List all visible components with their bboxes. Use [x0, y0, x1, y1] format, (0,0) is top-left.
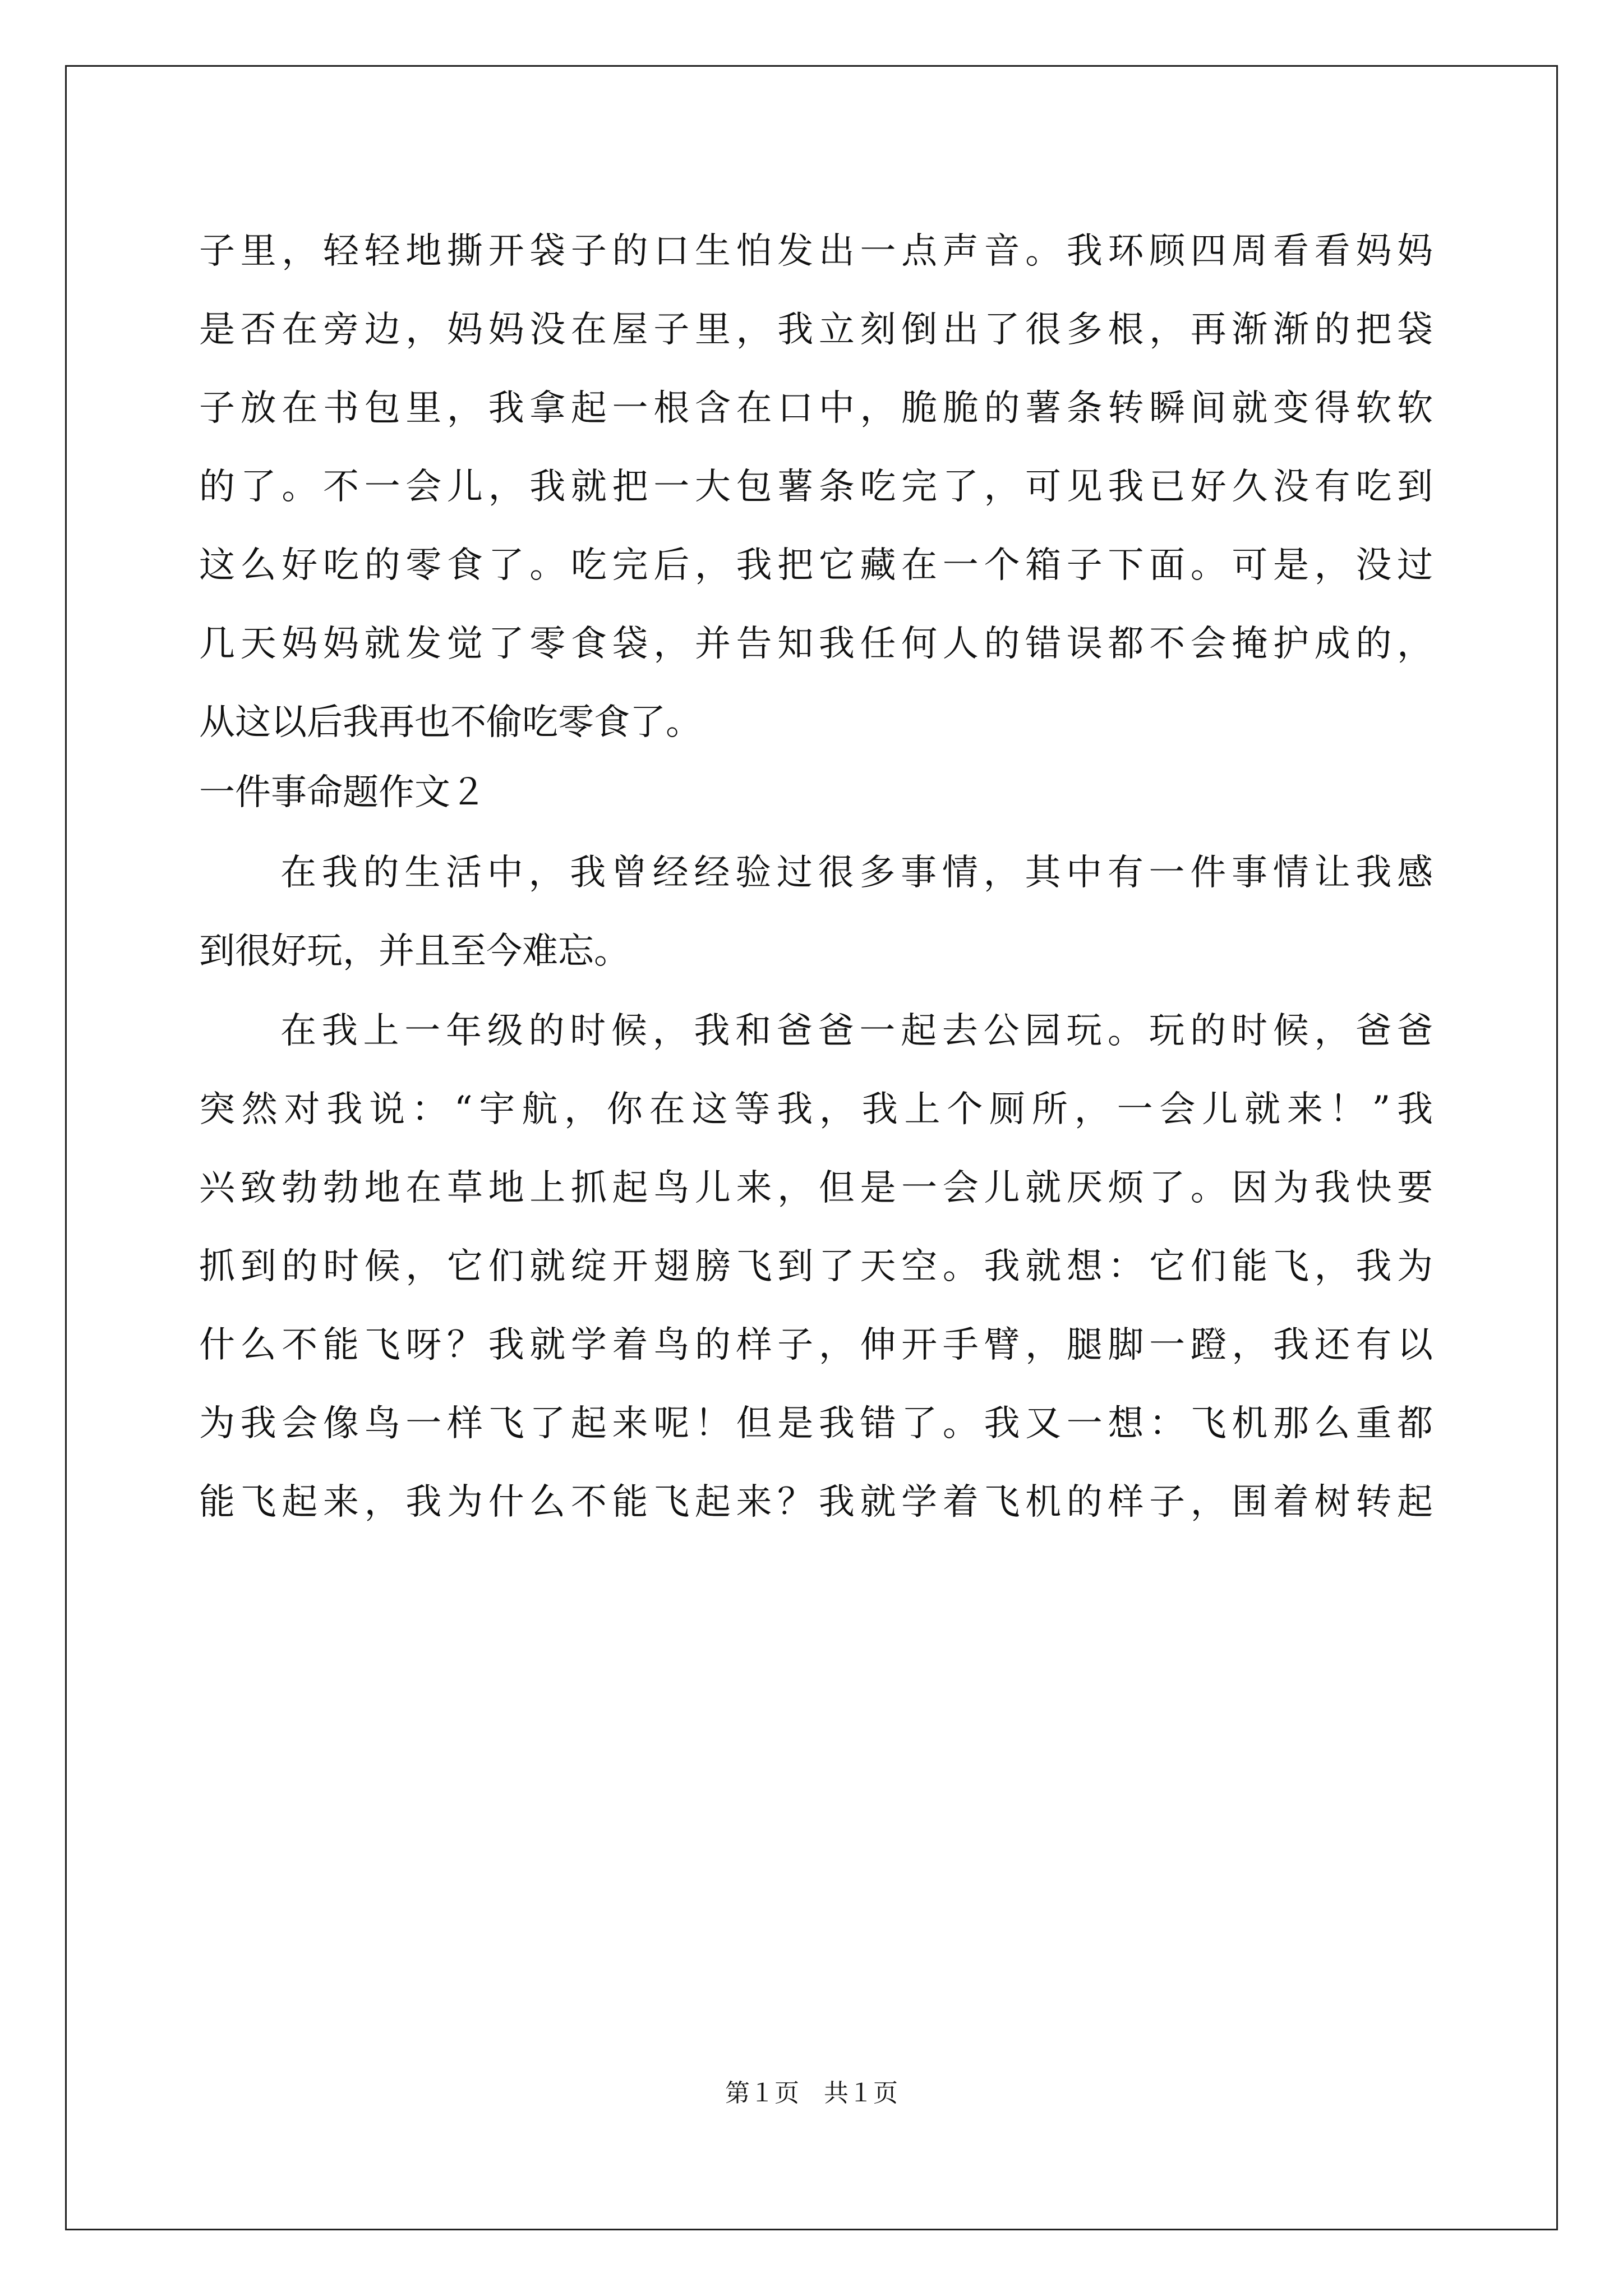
paragraph-line: 的了。不一会儿，我就把一大包薯条吃完了，可见我已好久没有吃到 [199, 466, 1433, 508]
paragraph-line: 抓到的时候，它们就绽开翅膀飞到了天空。我就想：它们能飞，我为 [199, 1246, 1433, 1287]
paragraph-line: 几天妈妈就发觉了零食袋，并告知我任何人的错误都不会掩护成的， [199, 623, 1433, 665]
section-heading: 一件事命题作文２ [199, 772, 486, 813]
paragraph-line: 是否在旁边，妈妈没在屋子里，我立刻倒出了很多根，再渐渐的把袋 [199, 309, 1433, 351]
paragraph-line: 这么好吃的零食了。吃完后，我把它藏在一个箱子下面。可是，没过 [199, 545, 1433, 586]
paragraph-line: 突然对我说：“宇航，你在这等我，我上个厕所，一会儿就来！”我 [199, 1089, 1433, 1130]
paragraph-line: 从这以后我再也不偷吃零食了。 [199, 702, 702, 743]
paragraph-line: 在我的生活中，我曾经经验过很多事情，其中有一件事情让我感 [280, 852, 1433, 894]
paragraph-line: 兴致勃勃地在草地上抓起鸟儿来，但是一会儿就厌烦了。因为我快要 [199, 1167, 1433, 1209]
paragraph-line: 子里，轻轻地撕开袋子的口生怕发出一点声音。我环顾四周看看妈妈 [199, 231, 1433, 272]
paragraph-line: 在我上一年级的时候，我和爸爸一起去公园玩。玩的时候，爸爸 [280, 1010, 1433, 1052]
paragraph-line: 什么不能飞呀？我就学着鸟的样子，伸开手臂，腿脚一蹬，我还有以 [199, 1324, 1433, 1366]
paragraph-line: 能飞起来，我为什么不能飞起来？我就学着飞机的样子，围着树转起 [199, 1481, 1433, 1523]
paragraph-line: 为我会像鸟一样飞了起来呢！但是我错了。我又一想：飞机那么重都 [199, 1403, 1433, 1444]
paragraph-line: 到很好玩，并且至今难忘。 [199, 931, 630, 972]
page-number: 第１页 共１页 [725, 2079, 898, 2108]
paragraph-line: 子放在书包里，我拿起一根含在口中，脆脆的薯条转瞬间就变得软软 [199, 388, 1433, 429]
